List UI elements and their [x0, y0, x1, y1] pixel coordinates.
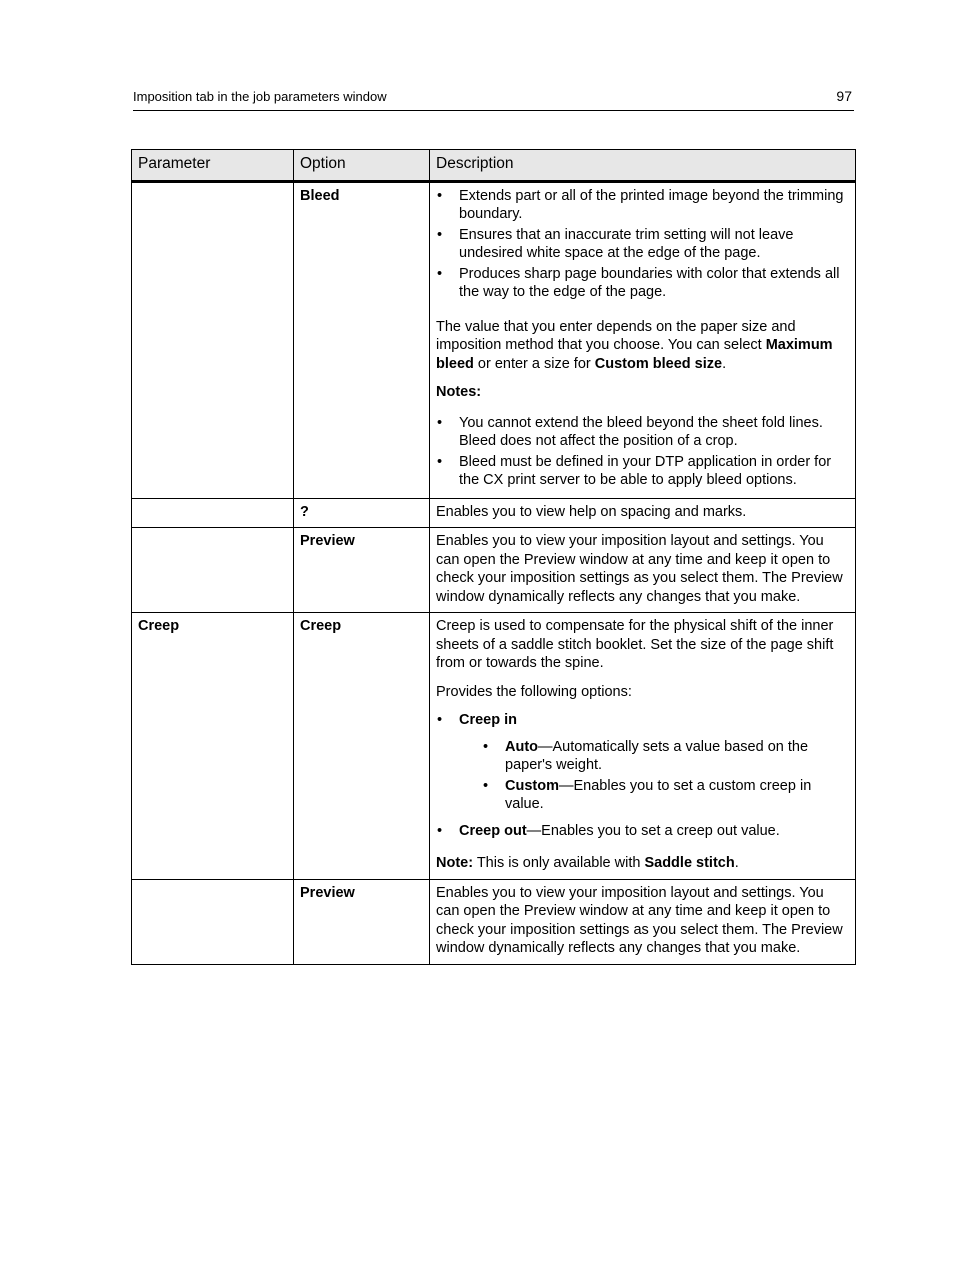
- header-title: Imposition tab in the job parameters window: [133, 89, 387, 104]
- list-item: • Bleed must be defined in your DTP application in order for the CX print server to be able to apply bleed options.: [436, 453, 849, 490]
- page-header: [133, 88, 854, 111]
- table-row-creep: [132, 613, 856, 880]
- list-item-creep-in: • Creep in • Auto—Automatically sets a value based on the paper's weight. • Custom—Enables you to set a custom creep in value.: [436, 711, 849, 814]
- creep-note: Note: This is only available with Saddle stitch.: [436, 855, 739, 871]
- bleed-value-paragraph: The value that you enter depends on the paper size and imposition method that you choose. You can select Maximum bleed or enter a size for Custom bleed size.: [436, 318, 833, 372]
- table-row-preview: [132, 528, 856, 613]
- table-header-row: [132, 150, 856, 182]
- description-cell-bleed: [430, 181, 856, 498]
- option-cell-creep: Creep: [294, 613, 430, 880]
- creep-in-sub-list: [482, 738, 849, 814]
- parameter-cell: [132, 498, 294, 528]
- column-header-parameter: Parameter: [132, 150, 294, 182]
- option-cell-bleed: Bleed: [294, 181, 430, 498]
- option-cell-preview: Preview: [294, 879, 430, 964]
- notes-label: Notes:: [436, 384, 482, 400]
- parameter-cell: [132, 181, 294, 498]
- creep-intro: Creep is used to compensate for the physical shift of the inner sheets of a saddle stitch booklet. Set the size of the page shift from or towards the spine.: [436, 618, 834, 671]
- list-item: • Ensures that an inaccurate trim setting will not leave undesired white space at the edge of the page.: [436, 226, 849, 263]
- description-cell-preview: Enables you to view your imposition layout and settings. You can open the Preview window at any time and keep it open to check your imposition settings as you select them. The Preview window dynamically reflects any changes that you make.: [430, 528, 856, 613]
- list-item: • Custom—Enables you to set a custom creep in value.: [482, 777, 849, 814]
- column-header-description: Description: [430, 150, 856, 182]
- parameter-cell: [132, 879, 294, 964]
- page-number: 97: [836, 88, 852, 104]
- creep-options-list: [436, 711, 849, 840]
- option-cell-preview: Preview: [294, 528, 430, 613]
- description-cell-help: Enables you to view help on spacing and marks.: [430, 498, 856, 528]
- list-item: • Produces sharp page boundaries with color that extends all the way to the edge of the page.: [436, 265, 849, 302]
- notes-bullet-list: [436, 414, 849, 490]
- parameter-cell-creep: Creep: [132, 613, 294, 880]
- table-row-bleed: [132, 181, 856, 498]
- description-cell-creep: [430, 613, 856, 880]
- table-row-help: [132, 498, 856, 528]
- creep-provides: Provides the following options:: [436, 683, 632, 700]
- parameters-table: [131, 149, 856, 965]
- list-item: • You cannot extend the bleed beyond the sheet fold lines. Bleed does not affect the position of a crop.: [436, 414, 849, 451]
- column-header-option: Option: [294, 150, 430, 182]
- option-cell-help: ?: [294, 498, 430, 528]
- list-item: • Extends part or all of the printed image beyond the trimming boundary.: [436, 187, 849, 224]
- list-item: • Auto—Automatically sets a value based on the paper's weight.: [482, 738, 849, 775]
- table-row-preview-creep: [132, 879, 856, 964]
- description-cell-preview: Enables you to view your imposition layout and settings. You can open the Preview window at any time and keep it open to check your imposition settings as you select them. The Preview window dynamically reflects any changes that you make.: [430, 879, 856, 964]
- bleed-bullet-list: [436, 187, 849, 302]
- list-item-creep-out: • Creep out—Enables you to set a creep out value.: [436, 822, 849, 841]
- parameter-cell: [132, 528, 294, 613]
